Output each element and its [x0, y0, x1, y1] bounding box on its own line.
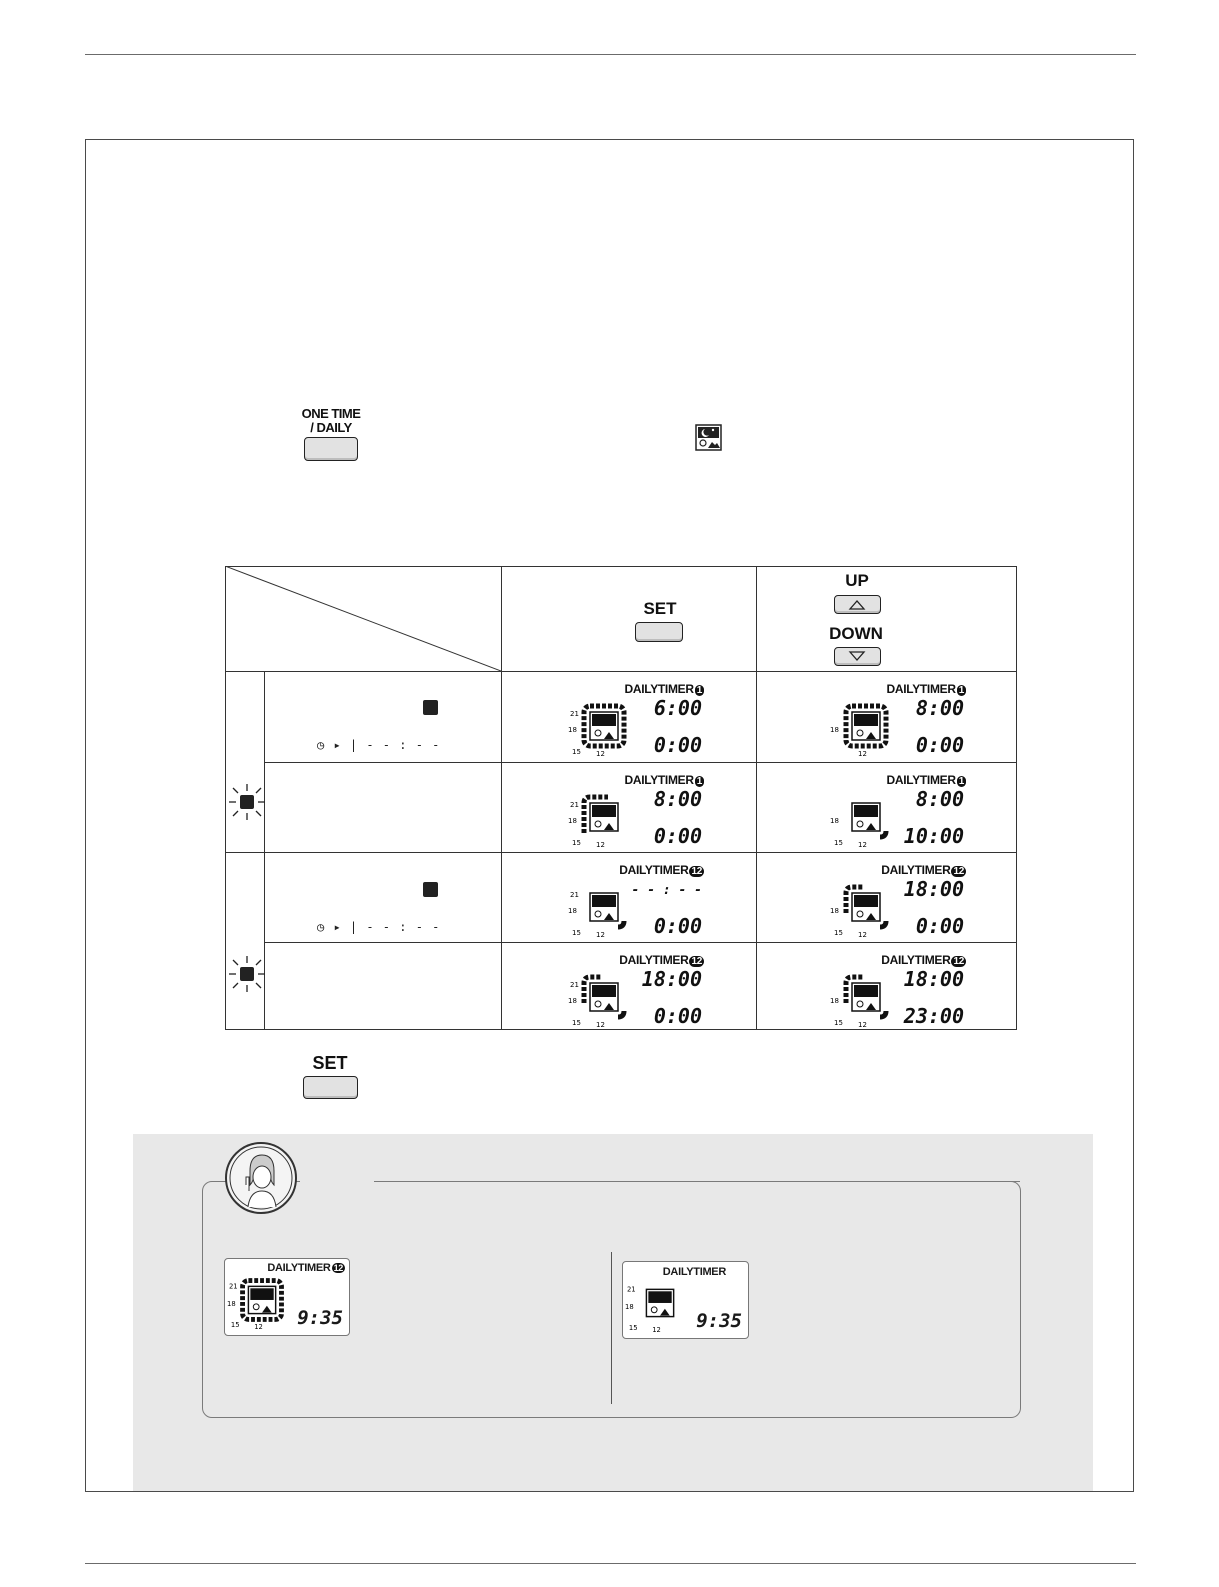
lcd-display — [560, 676, 710, 760]
lcd-title: DAILYTIMER 12 — [619, 863, 702, 877]
lcd-title: DAILYTIMER — [662, 1266, 726, 1278]
clock-dial-icon — [568, 783, 642, 849]
svg-text:12: 12 — [858, 931, 867, 939]
svg-text:15: 15 — [628, 1324, 638, 1333]
clock-dial-icon — [830, 963, 904, 1029]
clock-dial-icon — [568, 963, 642, 1029]
table-col-line — [501, 566, 502, 1030]
set-button-label: SET — [312, 1053, 348, 1073]
lcd-title: DAILYTIMER 1 — [886, 682, 964, 696]
lcd-on-time: 18:00 — [903, 967, 964, 991]
lcd-on-time: 8:00 — [653, 787, 702, 811]
svg-text:12: 12 — [596, 1021, 605, 1029]
tip-lcd-right — [622, 1261, 749, 1339]
svg-text:15: 15 — [572, 1019, 581, 1027]
svg-text:18: 18 — [568, 997, 577, 1005]
tip-divider — [611, 1252, 612, 1404]
clock-dial-icon — [830, 783, 904, 849]
helper-avatar-icon — [224, 1141, 298, 1215]
lcd-off-time: 0:00 — [915, 914, 964, 938]
svg-text:15: 15 — [230, 1321, 240, 1330]
lcd-on-time: 8:00 — [915, 787, 964, 811]
lcd-display — [822, 676, 972, 760]
lcd-display — [822, 947, 972, 1031]
lcd-display — [560, 767, 710, 851]
table-row-line — [264, 942, 1017, 943]
lcd-display — [560, 857, 710, 941]
table-row-line — [225, 671, 1017, 672]
svg-text:21: 21 — [570, 981, 579, 989]
svg-text:12: 12 — [858, 750, 867, 758]
lcd-on-time: 18:00 — [903, 877, 964, 901]
lcd-title: DAILYTIMER 12 — [619, 953, 702, 967]
bottom-rule — [85, 1563, 1136, 1564]
svg-text:12: 12 — [596, 931, 605, 939]
svg-text:18: 18 — [830, 907, 839, 915]
set-button[interactable] — [635, 622, 683, 642]
lcd-title: DAILYTIMER 1 — [624, 682, 702, 696]
lcd-off-time: 0:00 — [915, 733, 964, 757]
lcd-off-time: 0:00 — [653, 824, 702, 848]
table-row-line — [264, 762, 1017, 763]
svg-text:21: 21 — [570, 891, 579, 899]
svg-text:15: 15 — [834, 929, 843, 937]
night-mode-icon — [695, 424, 722, 451]
clock-dial-icon — [568, 692, 642, 758]
lcd-display — [822, 857, 972, 941]
tip-header-line — [374, 1181, 1020, 1182]
svg-text:18: 18 — [830, 726, 839, 734]
svg-text:15: 15 — [834, 1019, 843, 1027]
svg-text:21: 21 — [570, 801, 579, 809]
lcd-on-time: 18:00 — [641, 967, 702, 991]
svg-text:15: 15 — [572, 748, 581, 756]
svg-text:18: 18 — [227, 1299, 236, 1308]
blinking-square-icon — [228, 955, 266, 993]
set-button[interactable] — [303, 1076, 358, 1099]
lcd-on-time: - - : - - — [631, 883, 702, 898]
svg-text:18: 18 — [568, 726, 577, 734]
clock-dial-icon — [830, 873, 904, 939]
svg-text:15: 15 — [834, 839, 843, 847]
lcd-off-time: 0:00 — [653, 733, 702, 757]
tip-lcd-left — [224, 1258, 350, 1336]
onetime-daily-label: ONE TIME / DAILY — [301, 406, 361, 435]
svg-text:18: 18 — [625, 1302, 634, 1311]
svg-text:18: 18 — [830, 817, 839, 825]
svg-text:18: 18 — [568, 817, 577, 825]
svg-text:12: 12 — [652, 1326, 661, 1335]
lcd-clock-time: 9:35 — [696, 1310, 742, 1332]
svg-text:18: 18 — [568, 907, 577, 915]
lcd-display — [560, 947, 710, 1031]
indicator-square-icon — [423, 700, 438, 715]
clock-dial-icon — [830, 692, 904, 758]
lcd-off-time: 0:00 — [653, 914, 702, 938]
lcd-display — [822, 767, 972, 851]
svg-text:18: 18 — [830, 997, 839, 1005]
timer-sequence-indicator: ◷ ▸ | - - : - - — [317, 738, 441, 752]
svg-text:12: 12 — [858, 1021, 867, 1029]
svg-text:12: 12 — [596, 750, 605, 758]
lcd-off-time: 10:00 — [903, 824, 964, 848]
timer-sequence-indicator: ◷ ▸ | - - : - - — [317, 920, 441, 934]
up-button-label: UP — [845, 571, 869, 590]
svg-text:12: 12 — [254, 1323, 263, 1332]
blinking-square-icon — [228, 783, 266, 821]
tip-box-gap — [300, 1176, 376, 1184]
svg-text:21: 21 — [570, 710, 579, 718]
up-arrow-icon — [835, 596, 880, 613]
lcd-title: DAILYTIMER 1 — [624, 773, 702, 787]
down-button[interactable] — [834, 647, 881, 666]
set-button-label: SET — [643, 599, 677, 618]
svg-text:12: 12 — [596, 841, 605, 849]
lcd-on-time: 8:00 — [915, 696, 964, 720]
down-button-label: DOWN — [829, 624, 883, 643]
lcd-on-time: 6:00 — [653, 696, 702, 720]
table-header-diagonal — [225, 566, 501, 671]
lcd-title: DAILYTIMER 12 — [267, 1262, 343, 1274]
svg-text:21: 21 — [228, 1282, 238, 1291]
lcd-title: DAILYTIMER 1 — [886, 773, 964, 787]
table-row-line — [225, 852, 1017, 853]
lcd-clock-time: 9:35 — [297, 1307, 343, 1329]
svg-text:15: 15 — [572, 929, 581, 937]
lcd-title: DAILYTIMER 12 — [881, 953, 964, 967]
lcd-off-time: 23:00 — [903, 1004, 964, 1028]
table-col-line — [756, 566, 757, 1030]
onetime-daily-button[interactable] — [304, 437, 358, 461]
svg-text:12: 12 — [858, 841, 867, 849]
up-button[interactable] — [834, 595, 881, 614]
down-arrow-icon — [835, 648, 880, 665]
indicator-square-icon — [423, 882, 438, 897]
lcd-title: DAILYTIMER 12 — [881, 863, 964, 877]
lcd-off-time: 0:00 — [653, 1004, 702, 1028]
svg-text:15: 15 — [572, 839, 581, 847]
top-rule — [85, 54, 1136, 55]
svg-text:21: 21 — [626, 1285, 636, 1294]
